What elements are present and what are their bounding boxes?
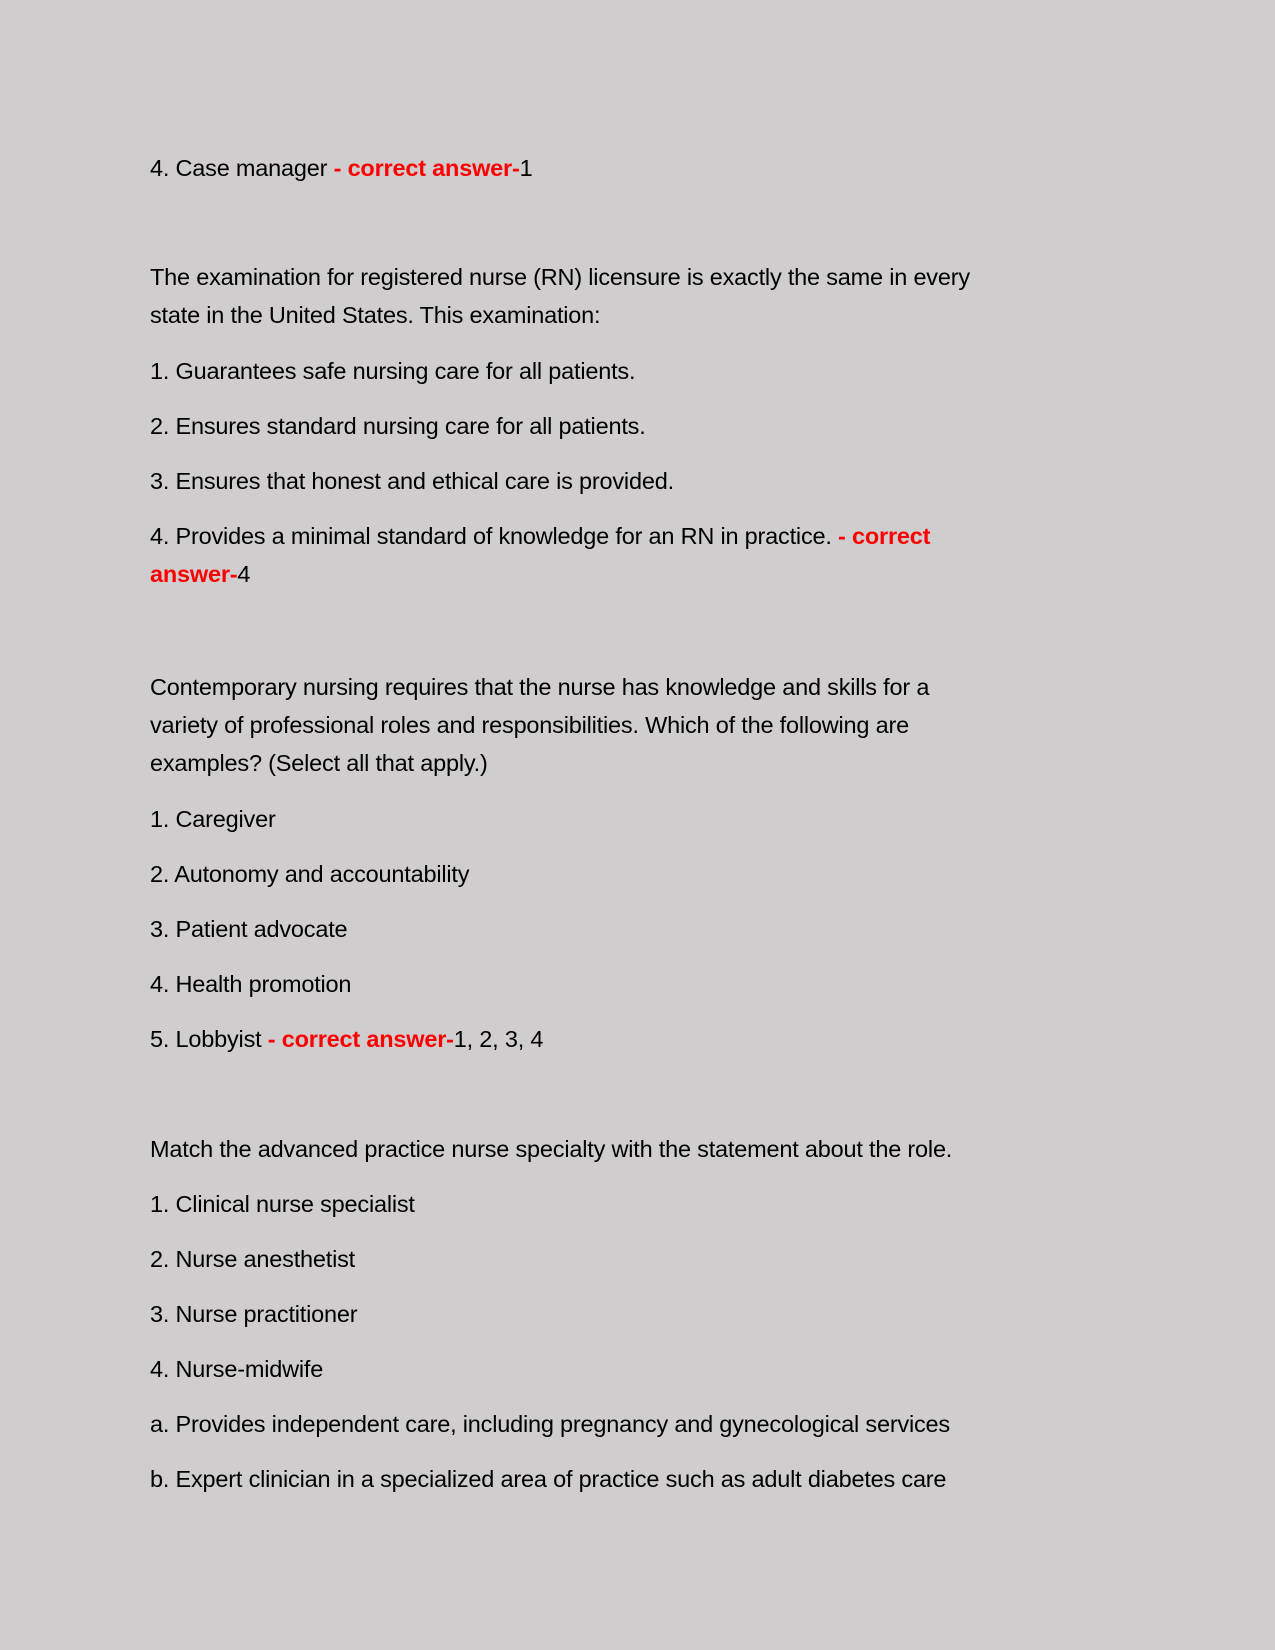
- option-text: 4. Provides a minimal standard of knowledge for an RN in practice.: [150, 523, 839, 549]
- option-line: 1. Caregiver: [150, 806, 276, 832]
- question-stem-line: state in the United States. This examination:: [150, 302, 601, 328]
- answer-line: [150, 555, 250, 593]
- correct-answer-label: answer-: [150, 561, 238, 587]
- option-text: 4. Case manager: [150, 155, 334, 181]
- option-line: 3. Nurse practitioner: [150, 1301, 358, 1327]
- question-stem-line: examples? (Select all that apply.): [150, 750, 488, 776]
- question-stem-line: Match the advanced practice nurse specialty with the statement about the role.: [150, 1136, 953, 1162]
- option-line: 2. Autonomy and accountability: [150, 861, 470, 887]
- question-stem-line: The examination for registered nurse (RN) licensure is exactly the same in every: [150, 264, 970, 290]
- option-line: [150, 149, 532, 187]
- option-line: 4. Health promotion: [150, 971, 352, 997]
- option-line: [150, 1020, 543, 1058]
- question-stem-line: variety of professional roles and responsibilities. Which of the following are: [150, 712, 909, 738]
- question-stem-line: Contemporary nursing requires that the nurse has knowledge and skills for a: [150, 674, 930, 700]
- option-line: [150, 517, 930, 555]
- answer-value: 4: [237, 561, 251, 587]
- option-line: 3. Patient advocate: [150, 916, 348, 942]
- option-line: 2. Nurse anesthetist: [150, 1246, 355, 1272]
- correct-answer-label: - correct answer-: [267, 1026, 454, 1052]
- correct-answer-label: - correct answer-: [333, 155, 520, 181]
- option-line: 1. Clinical nurse specialist: [150, 1191, 415, 1217]
- answer-value: 1: [519, 155, 533, 181]
- option-line: 1. Guarantees safe nursing care for all patients.: [150, 358, 636, 384]
- option-text: 5. Lobbyist: [150, 1026, 268, 1052]
- correct-answer-label: - correct: [838, 523, 931, 549]
- match-statement-line: b. Expert clinician in a specialized area of practice such as adult diabetes care: [150, 1466, 947, 1492]
- option-line: 2. Ensures standard nursing care for all patients.: [150, 413, 646, 439]
- match-statement-line: a. Provides independent care, including pregnancy and gynecological services: [150, 1411, 950, 1437]
- option-line: 4. Nurse-midwife: [150, 1356, 324, 1382]
- option-line: 3. Ensures that honest and ethical care is provided.: [150, 468, 674, 494]
- answer-value: 1, 2, 3, 4: [453, 1026, 544, 1052]
